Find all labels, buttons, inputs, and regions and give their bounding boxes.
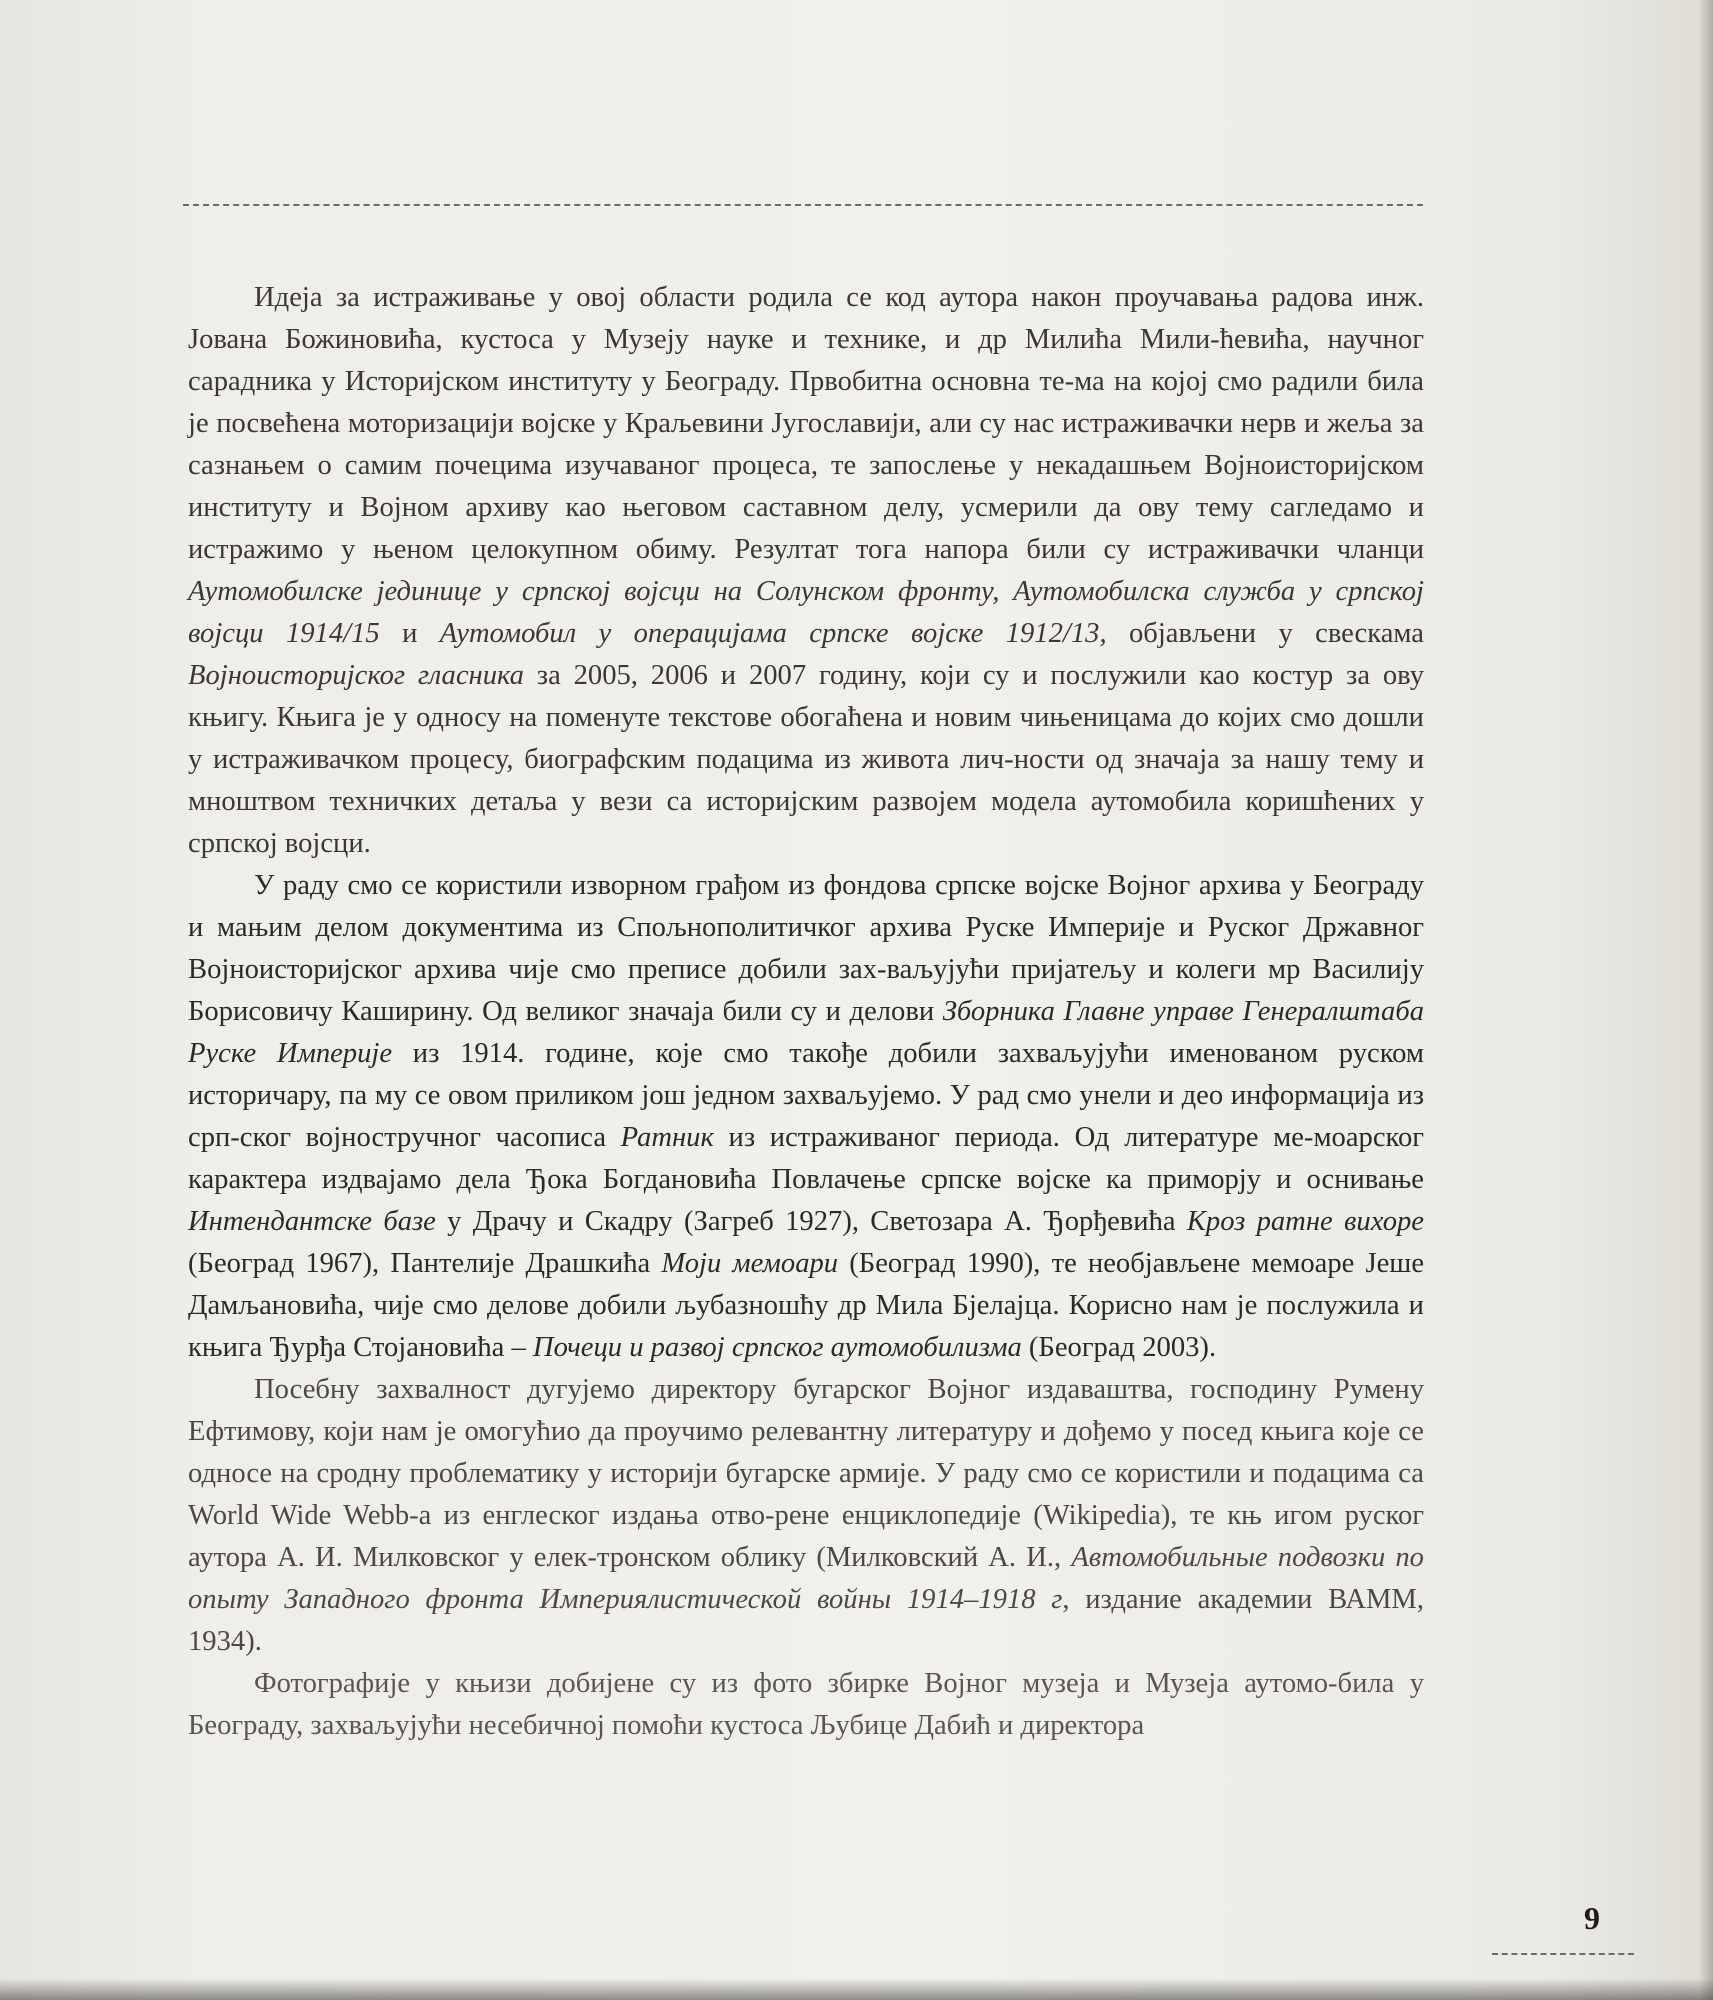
text-span: , издание академии ВАММ, 1934).: [188, 1584, 1424, 1657]
italic-title: Аутомобил у операцијама српске војске 1912/13,: [439, 618, 1107, 649]
paragraph-3: [188, 1369, 1424, 1663]
paragraph-1: [188, 277, 1424, 865]
italic-title: Интендантске базе: [188, 1206, 436, 1237]
page-bottom-shadow: [0, 1978, 1713, 2000]
text-span: објављени у свескама: [1106, 618, 1424, 649]
italic-title: Автомобильные подвозки по опыту Западного фронта Империялистической войны 1914–1918 г: [188, 1542, 1424, 1615]
paragraph-2: [188, 865, 1424, 1369]
text-span: и: [379, 618, 440, 649]
text-span: (Београд 1967), Пантелије Драшкића: [188, 1248, 662, 1279]
text-span: из 1914. године, које смо такође добили захваљујући именованом руском историчару, па му се овом приликом још једном захваљујемо. У рад смо унели и део информација из срп-ског војностручног часописа: [188, 1038, 1425, 1153]
italic-title: Кроз ратне вихоре: [1186, 1206, 1424, 1237]
text-span: Идеја за истраживање у овој области родила се код аутора након проучавања радова инж. Јована Божиновића, кустоса у Музеју науке и технике, и др Милића Мили-ћевића, научног сарадника у Историјском институту у Београду. Првобитна основна те-ма на којој смо радили била је посвећена моторизацији војске у Краљевини Југославији, али су нас истраживачки нерв и жеља за сазнањем о самим почецима изучаваног процеса, те запослење у некадашњем Војноисторијском институту и Војном архиву као његовом саставном делу, усмерили да ову тему сагледамо и истражимо у њеном целокупном обиму. Резултат тога напора били су истраживачки чланци: [188, 282, 1424, 565]
italic-title: Аутомобилске јединице у српској војсци на Солунском фронту, Аутомобилска служба у српској војсци 1914/15: [188, 576, 1424, 649]
text-span: из истраживаног периода. Од литературе ме-моарског карактера издвајамо дела Ђока Богдановића Повлачење српске војске ка приморју и оснивање: [188, 1122, 1424, 1195]
text-span: У раду смо се користили изворном грађом из фондова српске војске Војног архива у Београду и мањим делом документима из Спољнополитичког архива Руске Империје и Руског Државног Војноисторијског архива чије смо преписе добили зах-ваљујући пријатељу и колеги мр Василију Борисовичу Каширину. Од великог значаја били су и делови: [188, 870, 1424, 1027]
text-span: Посебну захвалност дугујемо директору бугарског Војног издаваштва, господину Румену Ефтимову, који нам је омогућио да проучимо релевантну литературу и дођемо у посед књига које се односе на сродну проблематику у историји бугарске армије. У раду смо се користили и подацима са World Wide Webb-а из енглеског издања отво-рене енциклопедије (Wikipedia), те књ игом руског аутора А. И. Милковског у елек-тронском облику (Милковский А. И.,: [188, 1374, 1424, 1573]
bottom-dashed-rule: [1492, 1953, 1634, 1955]
body-text: [188, 277, 1424, 1747]
text-span: за 2005, 2006 и 2007 годину, који су и послужили као костур за ову књигу. Књига је у односу на поменуте текстове обогаћена и новим чињеницама до којих смо дошли у истраживачком процесу, биографским подацима из живота лич-ности од значаја за нашу тему и мноштвом техничких детаља у вези са историјским развојем модела аутомобила коришћених у српској војсци.: [188, 660, 1424, 859]
italic-title: Ратник: [620, 1122, 714, 1153]
page-number: 9: [1584, 1900, 1600, 1936]
top-dashed-rule: [183, 204, 1423, 206]
italic-title: Моји мемоари: [661, 1248, 839, 1279]
text-span: Фотографије у књизи добијене су из фото збирке Војног музеја и Музеја аутомо-била у Београду, захваљујући несебичној помоћи кустоса Љубице Дабић и директора: [188, 1668, 1424, 1741]
italic-title: – Почеци и развој српског аутомобилизма: [511, 1332, 1022, 1363]
page-edge-shadow: [1699, 0, 1713, 2000]
text-span: (Београд 2003).: [1021, 1332, 1217, 1363]
italic-title: Војноисторијског гласника: [188, 660, 524, 691]
text-span: (Београд 1990), те необјављене мемоаре Јеше Дамљановића, чије смо делове добили љубазношћу др Мила Бјелајца. Корисно нам је послужила и књига Ђурђа Стојановића: [188, 1248, 1425, 1363]
text-span: у Драчу и Скадру (Загреб 1927), Светозара А. Ђорђевића: [435, 1206, 1187, 1237]
paragraph-4: [188, 1663, 1424, 1747]
italic-title: Зборника Главне управе Генералштаба Руске Империје: [188, 996, 1424, 1069]
